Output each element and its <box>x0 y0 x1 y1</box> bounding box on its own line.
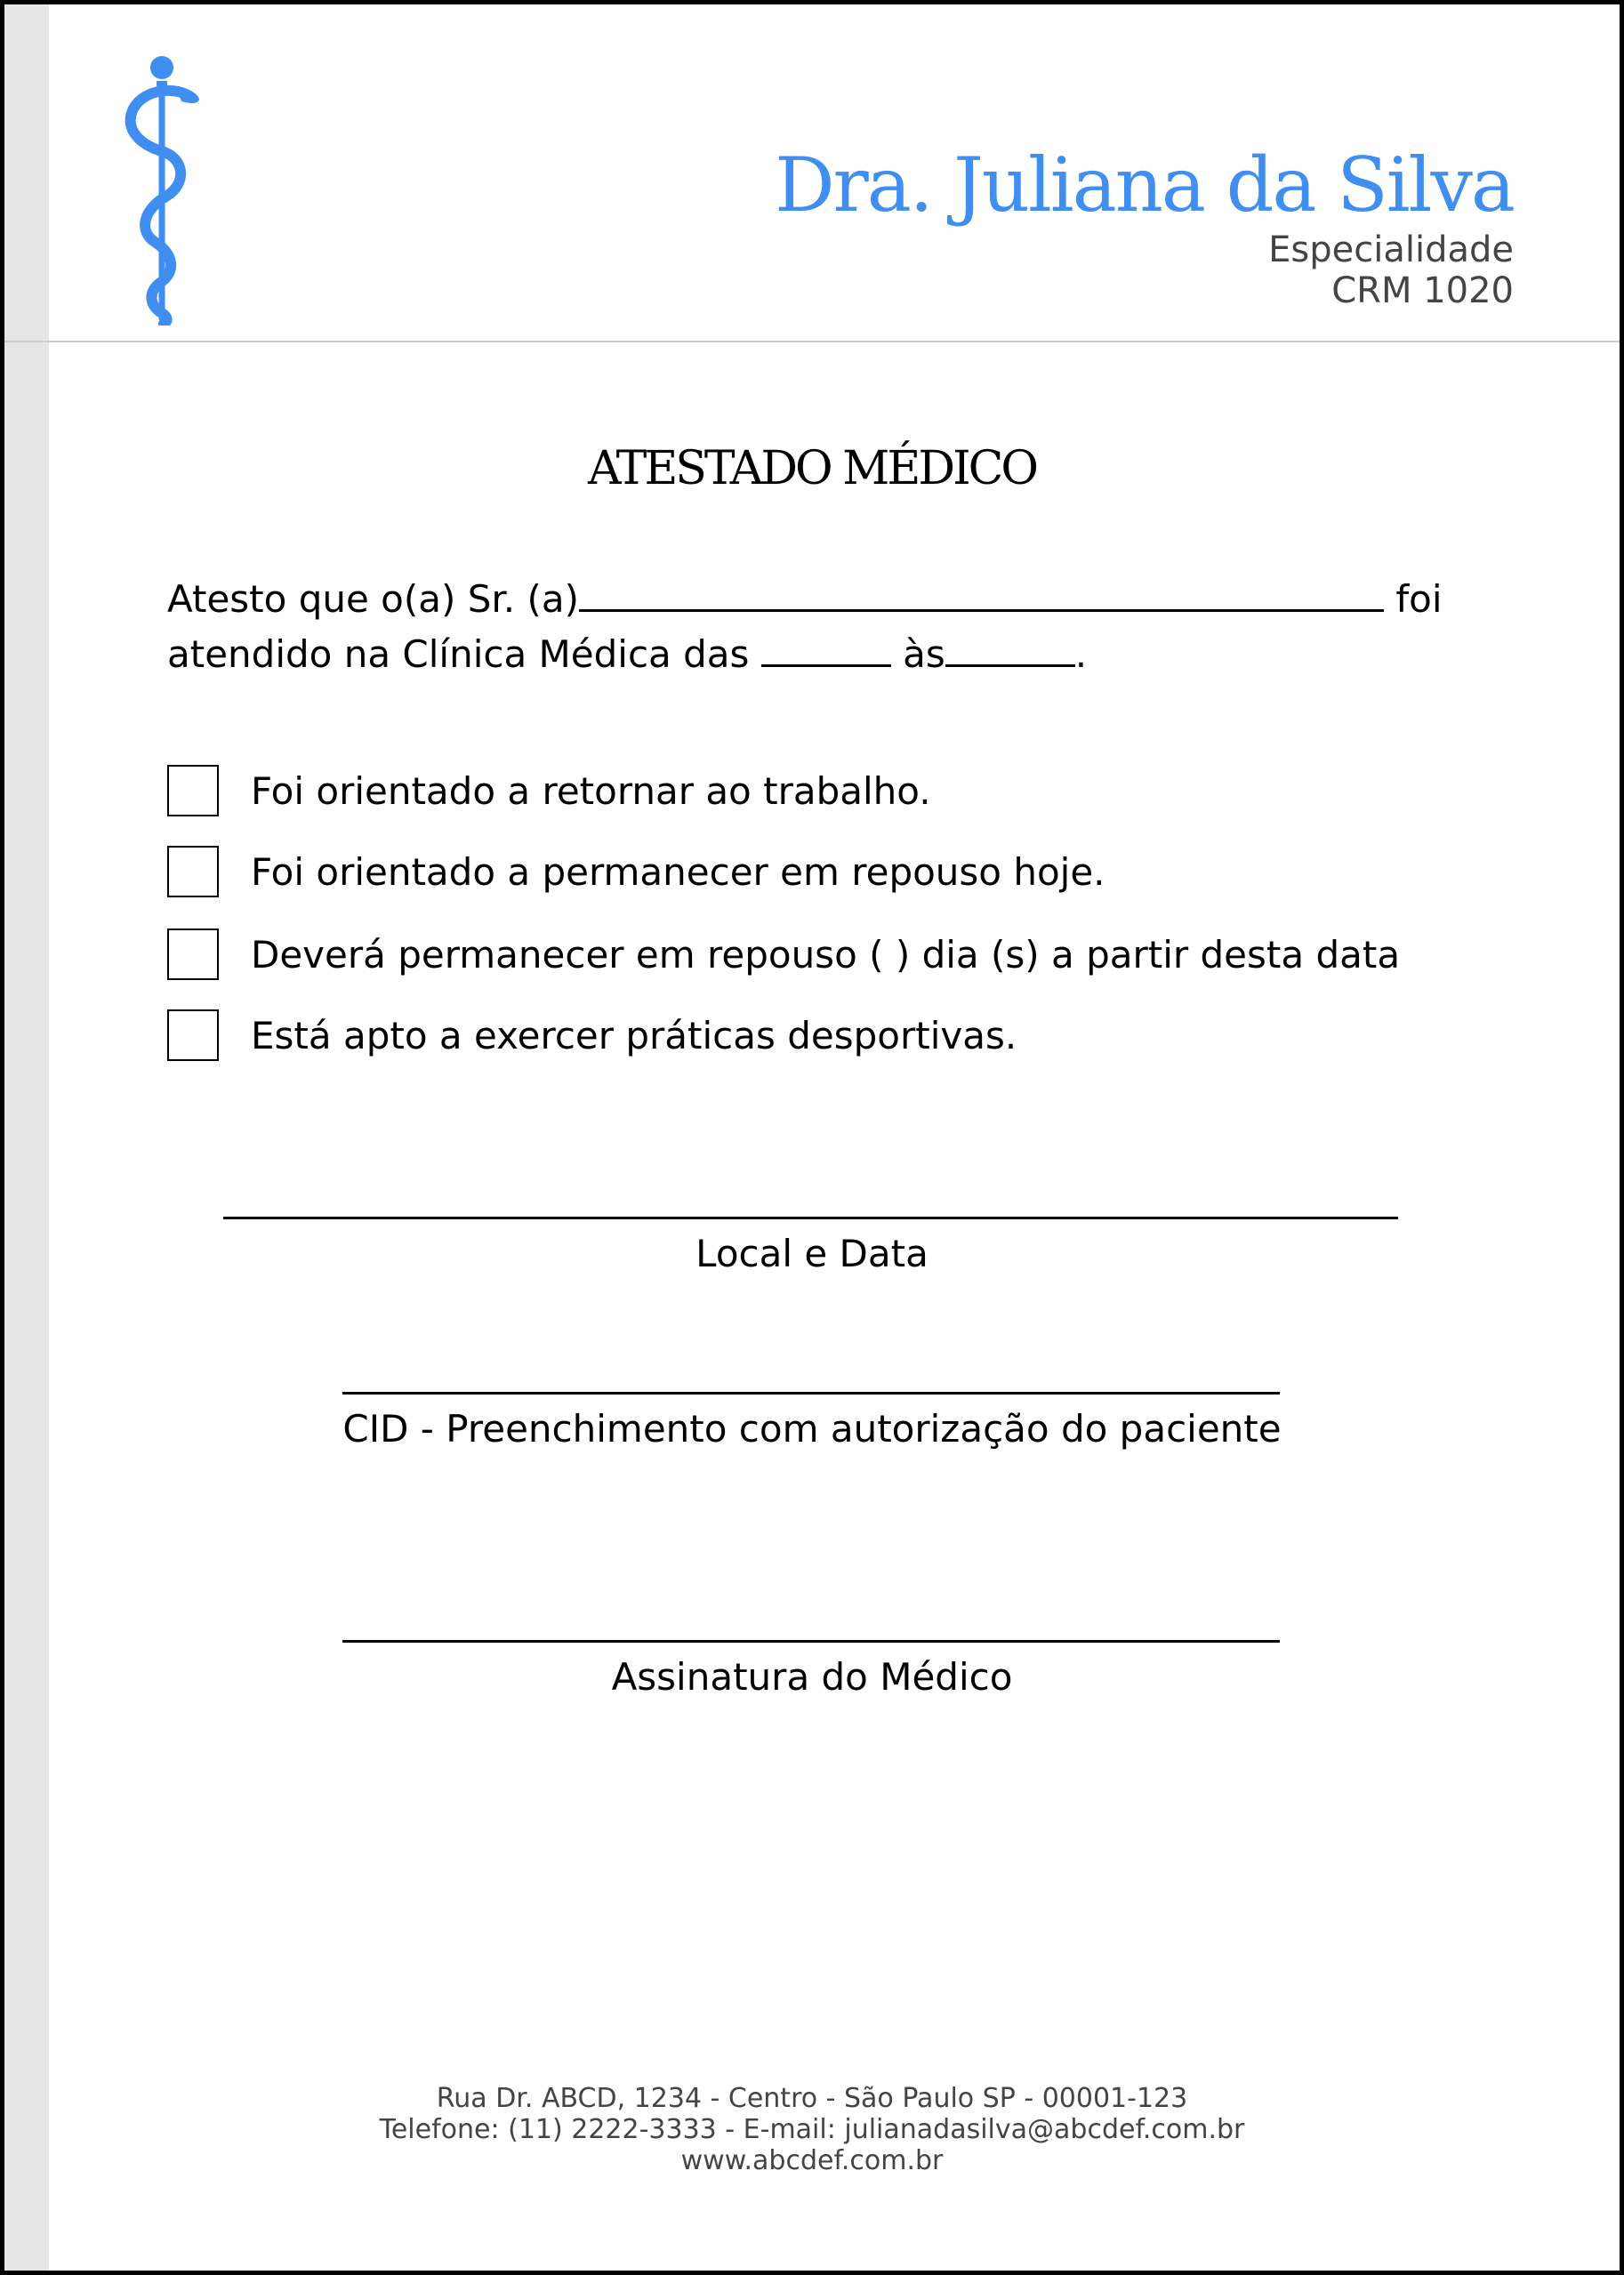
checkbox-rest-today[interactable] <box>167 846 219 897</box>
footer-address: Rua Dr. ABCD, 1234 - Centro - São Paulo SP - 00001-123 <box>436 2083 1188 2114</box>
option-rest-days <box>167 927 1400 982</box>
option-label: Está apto a exercer práticas desportivas. <box>251 1013 1017 1057</box>
rod-of-asclepius-icon <box>123 53 203 326</box>
checkbox-rest-days[interactable] <box>167 928 219 980</box>
doctor-signature-label: Assinatura do Médico <box>611 1655 1013 1699</box>
cid-label: CID - Preenchimento com autorização do paciente <box>342 1407 1282 1451</box>
end-time-blank[interactable] <box>945 629 1075 667</box>
doctor-signature-line[interactable] <box>342 1640 1280 1643</box>
statement-line-1 <box>167 572 1443 627</box>
statement-line-2 <box>167 627 1443 682</box>
attestation-statement <box>167 572 1443 682</box>
option-label: Deverá permanecer em repouso ( ) dia (s) a partir desta data <box>251 932 1401 977</box>
footer <box>0 2083 1624 2176</box>
option-fit-for-sports <box>167 1008 1017 1063</box>
document-title: ATESTADO MÉDICO <box>587 442 1037 495</box>
doctor-header <box>775 141 1514 311</box>
doctor-name: Dra. Juliana da Silva <box>775 141 1514 229</box>
binding-strip <box>4 4 49 2271</box>
doctor-specialty: Especialidade <box>1268 229 1514 270</box>
header-divider <box>4 341 1620 342</box>
statement-text-3: atendido na Clínica Médica das <box>167 632 761 676</box>
local-date-label: Local e Data <box>695 1232 929 1275</box>
footer-website[interactable]: www.abcdef.com.br <box>680 2145 944 2176</box>
doctor-crm: CRM 1020 <box>1331 270 1514 311</box>
statement-text-1: Atesto que o(a) Sr. (a) <box>167 577 580 621</box>
statement-text-2: foi <box>1384 577 1443 621</box>
option-label: Foi orientado a permanecer em repouso hoje. <box>251 849 1105 894</box>
checkbox-fit-for-sports[interactable] <box>167 1009 219 1061</box>
footer-contact: Telefone: (11) 2222-3333 - E-mail: julianadasilva@abcdef.com.br <box>379 2114 1245 2145</box>
statement-text-4: às <box>890 632 945 676</box>
option-label: Foi orientado a retornar ao trabalho. <box>251 768 931 813</box>
option-return-to-work <box>167 763 931 818</box>
patient-name-blank[interactable] <box>579 574 1384 612</box>
option-rest-today <box>167 844 1105 899</box>
statement-text-5: . <box>1074 632 1088 676</box>
local-date-line[interactable] <box>223 1217 1398 1219</box>
start-time-blank[interactable] <box>761 629 891 667</box>
cid-line[interactable] <box>342 1392 1280 1395</box>
checkbox-return-to-work[interactable] <box>167 765 219 816</box>
